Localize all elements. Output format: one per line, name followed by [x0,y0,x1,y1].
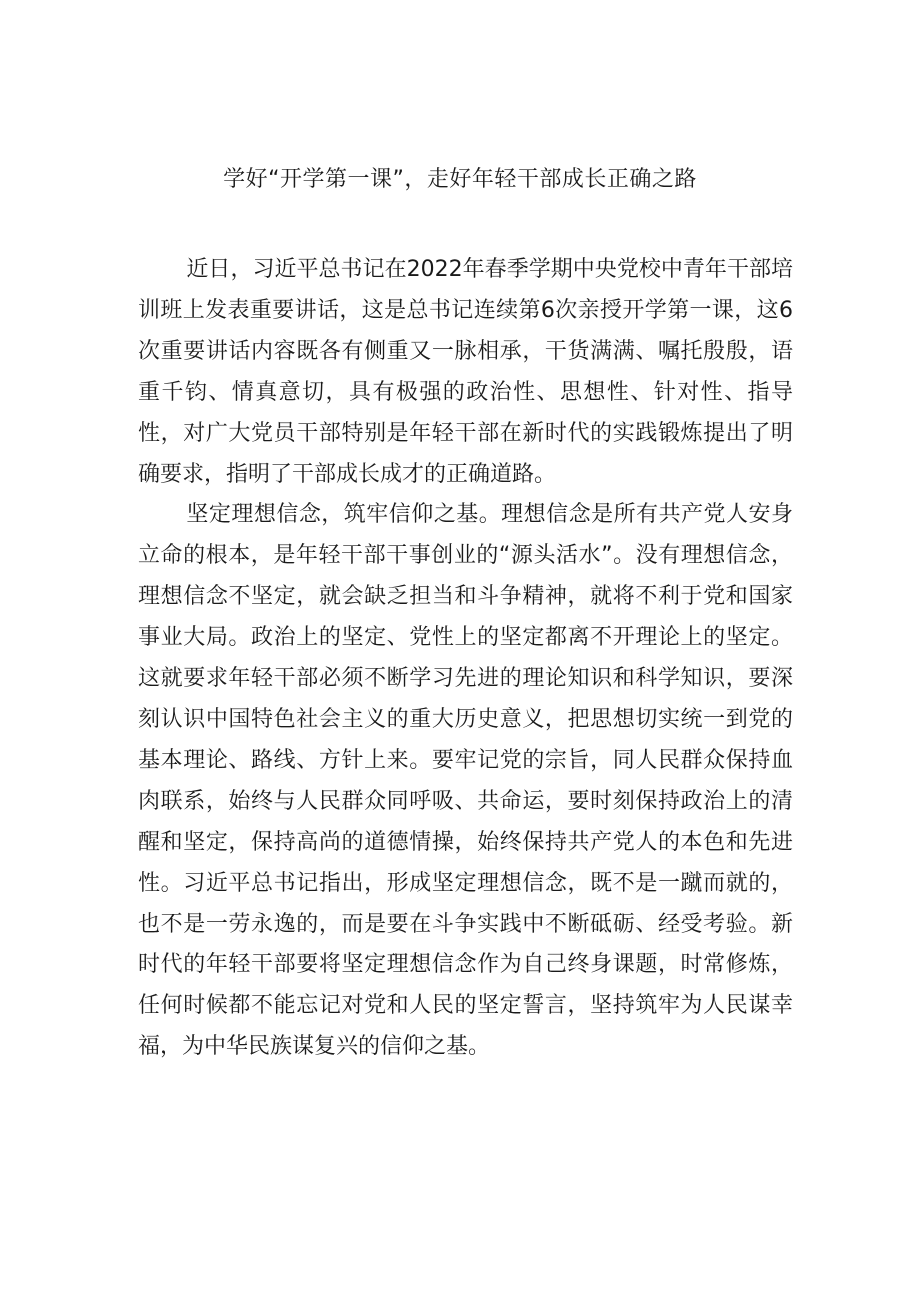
document-title: 学好“开学第一课”，走好年轻干部成长正确之路 [223,167,697,192]
paragraph-intro: 近日，习近平总书记在2022年春季学期中央党校中青年干部培训班上发表重要讲话，这是总书记连续第6次亲授开学第一课，这6次重要讲话内容既各有侧重又一脉相承，干货满满、嘱托殷殷，语重千钧、情真意切，具有极强的政治性、思想性、针对性、指导性，对广大党员干部特别是年轻干部在新时代的实践锻炼提出了明确要求，指明了干部成长成才的正确道路。 [138,257,793,487]
paragraph-ideals: 坚定理想信念，筑牢信仰之基。理想信念是所有共产党人安身立命的根本，是年轻干部干事创业的“源头活水”。没有理想信念，理想信念不坚定，就会缺乏担当和斗争精神，就将不利于党和国家事业大局。政治上的坚定、党性上的坚定都离不开理论上的坚定。这就要求年轻干部必须不断学习先进的理论知识和科学知识，要深刻认识中国特色社会主义的重大历史意义，把思想切实统一到党的基本理论、路线、方针上来。要牢记党的宗旨，同人民群众保持血肉联系，始终与人民群众同呼吸、共命运，要时刻保持政治上的清醒和坚定，保持高尚的道德情操，始终保持共产党人的本色和先进性。习近平总书记指出，形成坚定理想信念，既不是一蹴而就的，也不是一劳永逸的，而是要在斗争实践中不断砥砺、经受考验。新时代的年轻干部要将坚定理想信念作为自己终身课题，时常修炼，任何时候都不能忘记对党和人民的坚定誓言，坚持筑牢为人民谋幸福，为中华民族谋复兴的信仰之基。 [138,502,793,1060]
document-body [138,250,793,1068]
